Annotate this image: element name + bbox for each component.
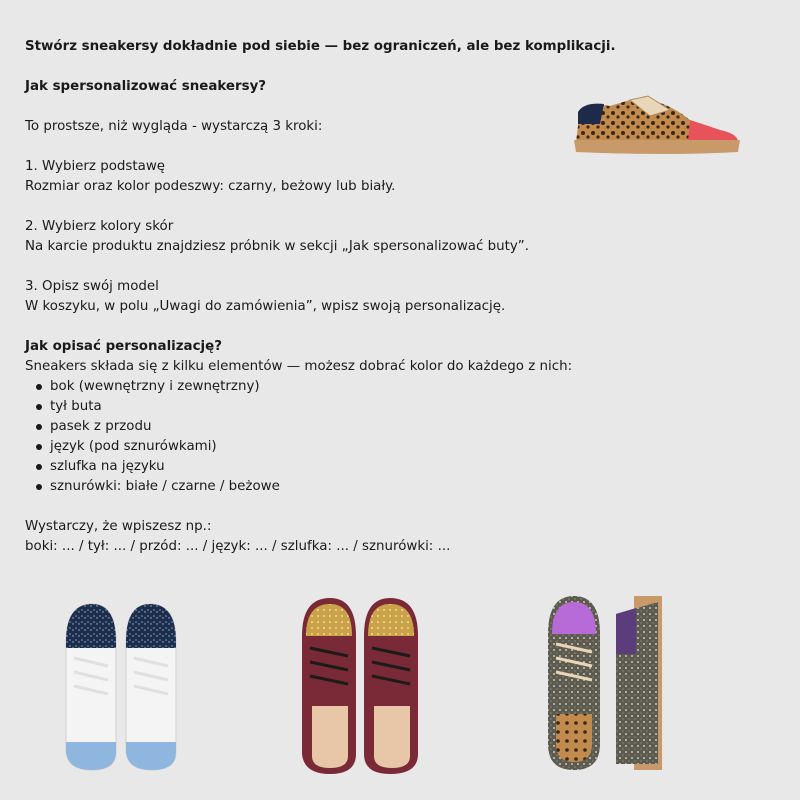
list-item: tył buta: [50, 397, 665, 417]
list-item: język (pod sznurówkami): [50, 437, 665, 457]
describe-title: Jak opisać personalizację?: [25, 339, 222, 354]
burgundy-gold-sneakers-image: [298, 596, 422, 776]
step-1-text: Rozmiar oraz kolor podeszwy: czarny, beżowy lub biały.: [25, 179, 396, 194]
describe-intro: Sneakers składa się z kilku elementów — możesz dobrać kolor do każdego z nich:: [25, 359, 573, 374]
step-3-text: W koszyku, w polu „Uwagi do zamówienia”, wpisz swoją personalizację.: [25, 299, 506, 314]
list-item: szlufka na języku: [50, 457, 665, 477]
step-2-text: Na karcie produktu znajdziesz próbnik w sekcji „Jak spersonalizować buty”.: [25, 239, 529, 254]
example-intro: Wystarczy, że wpiszesz np.:: [25, 519, 212, 534]
step-1-title: 1. Wybierz podstawę: [25, 159, 166, 174]
navy-white-sneakers-image: [62, 602, 180, 772]
example-line: boki: ... / tył: ... / przód: ... / język: ... / szlufka: ... / sznurówki: ...: [25, 539, 451, 554]
list-item: sznurówki: białe / czarne / beżowe: [50, 477, 665, 497]
page-heading: Stwórz sneakersy dokładnie pod siebie — bez ograniczeń, ale bez komplikacji.: [25, 39, 616, 54]
step-3-title: 3. Opisz swój model: [25, 279, 159, 294]
step-2-title: 2. Wybierz kolory skór: [25, 219, 174, 234]
parts-list: [25, 377, 665, 497]
leopard-sneaker-image: [570, 90, 742, 158]
how-title: Jak spersonalizować sneakersy?: [25, 79, 267, 94]
purple-glitter-sneakers-image: [546, 594, 670, 774]
list-item: pasek z przodu: [50, 417, 665, 437]
list-item: bok (wewnętrzny i zewnętrzny): [50, 377, 665, 397]
main-text: [25, 37, 665, 557]
intro-text: To prostsze, niż wygląda - wystarczą 3 kroki:: [25, 119, 323, 134]
